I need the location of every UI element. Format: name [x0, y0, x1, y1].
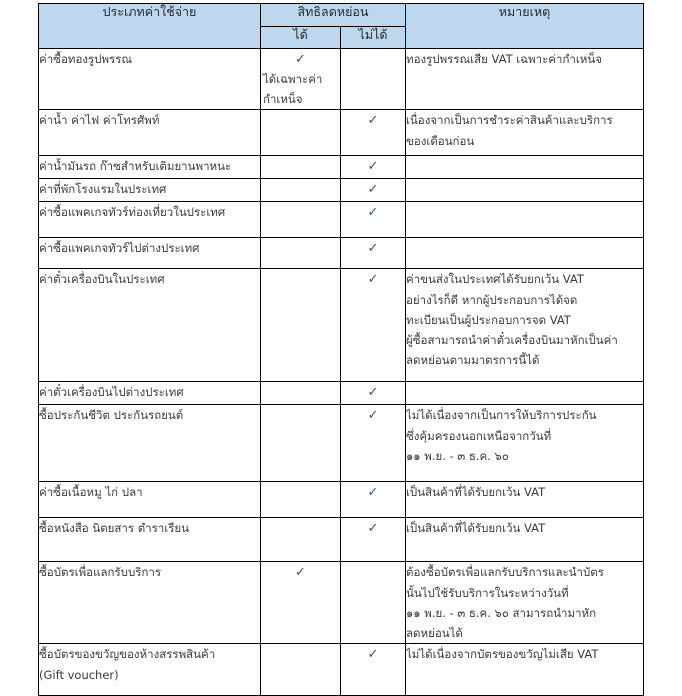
expense-label: ค่าที่พักโรงแรมในประเทศ [39, 182, 167, 197]
checkmark-icon: ✓ [367, 113, 379, 129]
cell-expense-type [39, 405, 261, 482]
table-row [39, 238, 644, 269]
checkmark-icon: ✓ [367, 647, 379, 663]
table-body [39, 49, 644, 696]
cell-remarks [406, 202, 644, 238]
cell-eligible-yes [261, 269, 341, 382]
table-row [39, 202, 644, 238]
eligible-yes-note [261, 69, 340, 109]
cell-remarks [406, 156, 644, 179]
cell-eligible-no [341, 382, 406, 405]
note-line: ผู้ซื้อสามารถนำค่าตั๋วเครื่องบินมาหักเป็นค่า [406, 332, 618, 347]
note-line: ๑๑ พ.ย. - ๓ ธ.ค. ๖๐ [406, 448, 509, 463]
note-line: ๑๑ พ.ย. - ๓ ธ.ค. ๖๐ สามารถนำมาหัก [406, 605, 597, 620]
expense-label: ค่าซื้อแพคเกจทัวร์ท่องเที่ยวในประเทศ [39, 205, 226, 220]
vat-deduction-table [38, 3, 644, 696]
cell-eligible-yes [261, 518, 341, 562]
expense-label: ค่าซื้อแพคเกจทัวร์ไปต่างประเทศ [39, 241, 200, 256]
note-line: ซึ่งคุ้มครองนอกเหนือจากวันที่ [406, 428, 552, 443]
cell-expense-type [39, 269, 261, 382]
table-row [39, 49, 644, 110]
note-line: เป็นสินค้าที่ได้รับยกเว้น VAT [406, 485, 546, 500]
cell-remarks [406, 518, 644, 562]
table-row [39, 518, 644, 562]
table-row [39, 269, 644, 382]
note-line: ของเดือนก่อน [406, 133, 475, 148]
cell-expense-type [39, 156, 261, 179]
cell-eligible-no [341, 179, 406, 202]
checkmark-icon: ✓ [367, 241, 379, 257]
cell-eligible-no [341, 269, 406, 382]
note-line: นั้นไปใช้รับบริการในระหว่างวันที่ [406, 585, 569, 600]
column-header-expense-type: ประเภทค่าใช้จ่าย [39, 4, 261, 49]
expense-label: ค่าซื้อทองรูปพรรณ [39, 52, 133, 66]
cell-remarks [406, 644, 644, 696]
expense-label: ค่าซื้อเนื้อหมู ไก่ ปลา [39, 485, 143, 500]
cell-eligible-yes [261, 179, 341, 202]
cell-remarks [406, 238, 644, 269]
cell-eligible-no [341, 562, 406, 644]
expense-label: ซื้อบัตรเพื่อแลกรับบริการ [39, 565, 162, 580]
cell-expense-type [39, 179, 261, 202]
table-row [39, 644, 644, 696]
column-header-eligible-yes: ได้ [261, 26, 341, 49]
cell-remarks [406, 179, 644, 202]
cell-eligible-no [341, 482, 406, 518]
cell-eligible-yes [261, 382, 341, 405]
checkmark-icon: ✓ [367, 205, 379, 221]
table-row [39, 179, 644, 202]
expense-label: ค่าตั๋วเครื่องบินไปต่างประเทศ [39, 385, 184, 400]
expense-label-secondary: (Gift voucher) [39, 667, 119, 682]
expense-label: ค่าน้ำ ค่าไฟ ค่าโทรศัพท์ [39, 113, 160, 128]
cell-eligible-yes [261, 644, 341, 696]
checkmark-icon: ✓ [367, 521, 379, 537]
expense-label: ซื้อหนังสือ นิตยสาร ตำราเรียน [39, 521, 189, 536]
note-line: ได้เฉพาะค่า [263, 72, 323, 87]
checkmark-icon: ✓ [367, 182, 379, 198]
checkmark-icon: ✓ [367, 385, 379, 401]
cell-expense-type [39, 49, 261, 110]
column-header-remarks: หมายเหตุ [406, 4, 644, 49]
cell-expense-type [39, 562, 261, 644]
table-row [39, 405, 644, 482]
cell-expense-type [39, 482, 261, 518]
cell-eligible-yes [261, 156, 341, 179]
cell-eligible-yes [261, 49, 341, 110]
checkmark-icon: ✓ [367, 408, 379, 424]
cell-eligible-yes [261, 110, 341, 156]
note-line: ลดหย่อนตามมาตรการนี้ได้ [406, 352, 540, 367]
column-header-deduction-right: สิทธิลดหย่อน [261, 4, 406, 27]
note-line: ไม่ได้เนื่องจากบัตรของขวัญไม่เสีย VAT [406, 647, 599, 662]
checkmark-icon: ✓ [367, 272, 379, 288]
cell-remarks [406, 562, 644, 644]
expense-label: ค่าตั๋วเครื่องบินในประเทศ [39, 272, 165, 287]
note-line: ทองรูปพรรณเสีย VAT เฉพาะค่ากำเหน็จ [406, 52, 602, 66]
cell-eligible-yes [261, 482, 341, 518]
cell-expense-type [39, 644, 261, 696]
table-row [39, 156, 644, 179]
checkmark-icon: ✓ [367, 159, 379, 175]
cell-eligible-no [341, 518, 406, 562]
cell-eligible-no [341, 405, 406, 482]
table-row [39, 482, 644, 518]
header-row-primary [39, 4, 644, 27]
cell-remarks [406, 482, 644, 518]
table-row [39, 382, 644, 405]
cell-eligible-yes [261, 562, 341, 644]
expense-label: ค่าน้ำมันรถ ก๊าซสำหรับเติมยานพาหนะ [39, 159, 232, 174]
note-line: กำเหน็จ [263, 92, 303, 107]
checkmark-icon: ✓ [295, 52, 306, 67]
cell-eligible-yes [261, 238, 341, 269]
expense-label: ซื้อบัตรของขวัญของห้างสรรพสินค้า [39, 647, 216, 662]
cell-remarks [406, 269, 644, 382]
note-line: เป็นสินค้าที่ได้รับยกเว้น VAT [406, 521, 546, 536]
cell-expense-type [39, 238, 261, 269]
note-line: ค่าขนส่งในประเทศได้รับยกเว้น VAT [406, 272, 584, 287]
checkmark-icon: ✓ [295, 565, 306, 581]
cell-eligible-no [341, 644, 406, 696]
cell-eligible-no [341, 156, 406, 179]
vat-deduction-table-container [38, 3, 643, 696]
expense-label: ซื้อประกันชีวิต ประกันรถยนต์ [39, 408, 184, 423]
cell-eligible-no [341, 49, 406, 110]
cell-eligible-no [341, 110, 406, 156]
note-line: ต้องซื้อบัตรเพื่อแลกรับบริการและนำบัตร [406, 565, 604, 580]
table-header [39, 4, 644, 49]
cell-eligible-no [341, 238, 406, 269]
cell-eligible-no [341, 202, 406, 238]
cell-eligible-yes [261, 405, 341, 482]
column-header-eligible-no: ไม่ได้ [341, 26, 406, 49]
cell-remarks [406, 405, 644, 482]
cell-remarks [406, 49, 644, 110]
note-line: ไม่ได้เนื่องจากเป็นการให้บริการประกัน [406, 408, 597, 423]
table-row [39, 110, 644, 156]
note-line: ลดหย่อนได้ [406, 625, 463, 640]
cell-expense-type [39, 518, 261, 562]
cell-expense-type [39, 202, 261, 238]
note-line: เนื่องจากเป็นการชำระค่าสินค้าและบริการ [406, 113, 613, 128]
note-line: ทะเบียนเป็นผู้ประกอบการจด VAT [406, 312, 571, 327]
cell-eligible-yes [261, 202, 341, 238]
cell-remarks [406, 382, 644, 405]
table-row [39, 562, 644, 644]
cell-expense-type [39, 382, 261, 405]
note-line: อย่างไรก็ดี หากผู้ประกอบการได้จด [406, 292, 578, 307]
cell-expense-type [39, 110, 261, 156]
cell-remarks [406, 110, 644, 156]
checkmark-icon: ✓ [367, 485, 379, 501]
